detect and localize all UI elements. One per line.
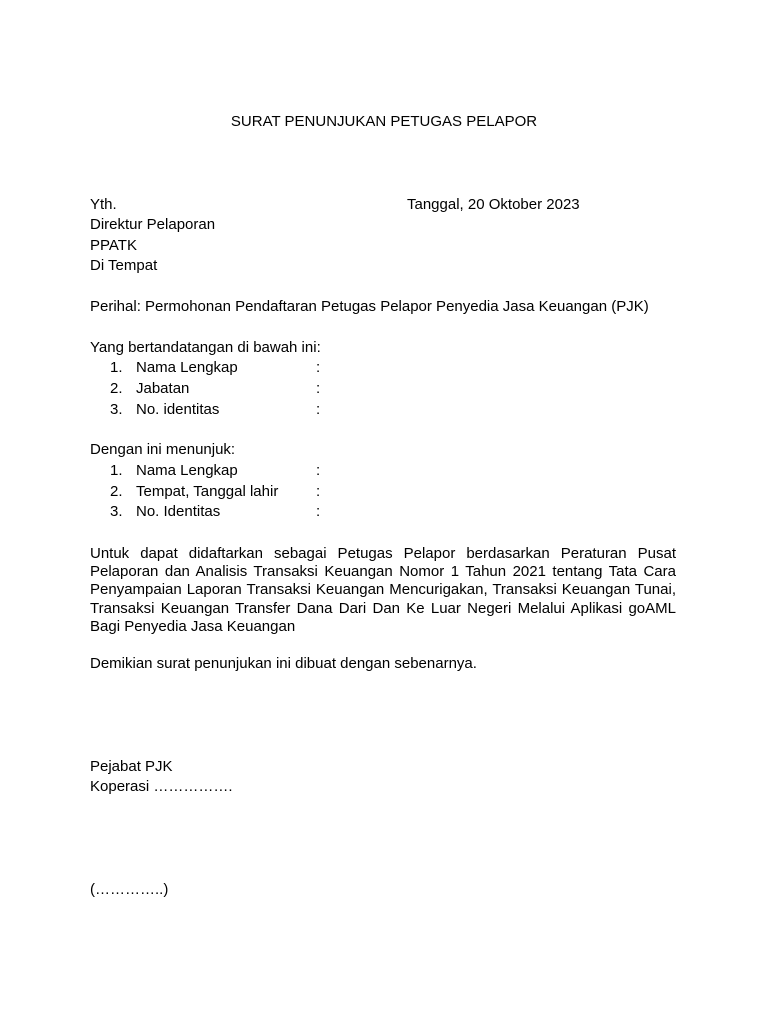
recipient-place: Di Tempat xyxy=(90,257,158,274)
recipient-institution: PPATK xyxy=(90,237,137,254)
letter-date: Tanggal, 20 Oktober 2023 xyxy=(407,196,580,213)
signer-organization: Koperasi ……………. xyxy=(90,778,233,795)
appointee-field-colon: : xyxy=(316,462,321,479)
closing-statement: Demikian surat penunjukan ini dibuat dengan sebenarnya. xyxy=(90,655,477,672)
appointee-field-colon: : xyxy=(316,483,321,500)
appointee-field-label: No. Identitas xyxy=(136,503,221,520)
appointee-field-number: 2. xyxy=(110,483,123,500)
recipient-salutation: Yth. xyxy=(90,196,117,213)
signatory-field-number: 2. xyxy=(110,380,123,397)
appointee-field-number: 1. xyxy=(110,462,123,479)
letter-title: SURAT PENUNJUKAN PETUGAS PELAPOR xyxy=(230,113,538,130)
signer-name-placeholder: (…………..) xyxy=(90,881,169,898)
signatory-field-colon: : xyxy=(316,359,321,376)
signatory-field-colon: : xyxy=(316,401,321,418)
appointee-field-number: 3. xyxy=(110,503,123,520)
appointee-field-label: Nama Lengkap xyxy=(136,462,238,479)
appointee-field-label: Tempat, Tanggal lahir xyxy=(136,483,279,500)
letter-subject: Perihal: Permohonan Pendaftaran Petugas Pelapor Penyedia Jasa Keuangan (PJK) xyxy=(90,298,649,315)
appointee-field-colon: : xyxy=(316,503,321,520)
body-paragraph: Untuk dapat didaftarkan sebagai Petugas Pelapor berdasarkan Peraturan Pusat Pelaporan dan Analisis Transaksi Keuangan Nomor 1 Tahun 2021 tentang Tata Cara Penyampaian Laporan Transaksi Keuangan Mencurigakan, Transaksi Keuangan Tunai, Transaksi Keuangan Transfer Dana Dari Dan Ke Luar Negeri Melalui Aplikasi goAML Bagi Penyedia Jasa Keuangan xyxy=(90,545,676,635)
signatory-field-label: Nama Lengkap xyxy=(136,359,238,376)
signatory-field-label: Jabatan xyxy=(136,380,190,397)
signatory-field-number: 1. xyxy=(110,359,123,376)
signatory-intro: Yang bertandatangan di bawah ini: xyxy=(90,339,321,356)
signatory-field-colon: : xyxy=(316,380,321,397)
recipient-position: Direktur Pelaporan xyxy=(90,216,216,233)
signatory-field-number: 3. xyxy=(110,401,123,418)
appointee-intro: Dengan ini menunjuk: xyxy=(90,441,236,458)
signer-title: Pejabat PJK xyxy=(90,758,173,775)
signatory-field-label: No. identitas xyxy=(136,401,220,418)
